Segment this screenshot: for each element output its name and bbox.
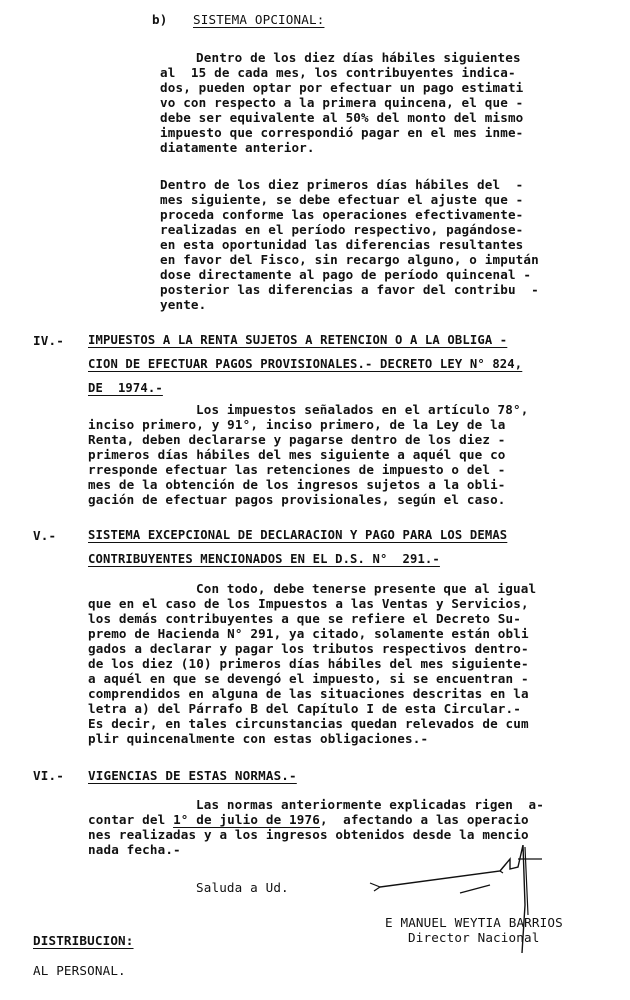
section-v-title-line: CONTRIBUYENTES MENCIONADOS EN EL D.S. N° 291.-	[88, 552, 440, 566]
section-v-label: V.-	[33, 528, 57, 543]
text-line: Dentro de los diez días hábiles siguientes	[196, 50, 521, 65]
text-line: mes siguiente, se debe efectuar el ajuste que -	[160, 192, 524, 207]
text-line: dose directamente al pago de período quincenal -	[160, 267, 532, 282]
text-line: vo con respecto a la primera quincena, el que -	[160, 95, 524, 110]
section-vi-label: VI.-	[33, 768, 64, 783]
text-line: nes realizadas y a los ingresos obtenidos desde la mencio	[88, 827, 529, 842]
closing-greeting: Saluda a Ud.	[196, 880, 289, 895]
text-line: los demás contribuyentes a que se refiere el Decreto Su-	[88, 611, 521, 626]
effective-date: 1° de julio de 1976	[173, 812, 320, 827]
section-iv-title-line: DE 1974.-	[88, 381, 163, 395]
text-line: rresponde efectuar las retenciones de impuesto o del -	[88, 462, 506, 477]
text-line: gados a declarar y pagar los tributos respectivos dentro-	[88, 641, 529, 656]
text-line: yente.	[160, 297, 207, 312]
text-line: Renta, deben declararse y pagarse dentro de los diez -	[88, 432, 506, 447]
text-line: inciso primero, y 91°, inciso primero, de la Ley de la	[88, 417, 506, 432]
section-iv-title-line: CION DE EFECTUAR PAGOS PROVISIONALES.- DECRETO LEY N° 824,	[88, 357, 523, 371]
section-v-title-line: SISTEMA EXCEPCIONAL DE DECLARACION Y PAGO PARA LOS DEMAS	[88, 528, 508, 542]
section-iv-title-line: IMPUESTOS A LA RENTA SUJETOS A RETENCION O A LA OBLIGA -	[88, 333, 508, 347]
text-fragment: contar del	[88, 812, 174, 827]
text-line: dos, pueden optar por efectuar un pago estimati	[160, 80, 524, 95]
text-line: diatamente anterior.	[160, 140, 315, 155]
distribution-recipient: AL PERSONAL.	[33, 963, 126, 978]
text-line: realizadas en el período respectivo, pagándose-	[160, 222, 524, 237]
text-line	[88, 812, 529, 827]
text-line: letra a) del Párrafo B del Capítulo I de esta Circular.-	[88, 701, 521, 716]
text-line: al 15 de cada mes, los contribuyentes indica-	[160, 65, 516, 80]
text-line: posterior las diferencias a favor del contribu -	[160, 282, 539, 297]
text-line: comprendidos en alguna de las situaciones descritas en la	[88, 686, 529, 701]
text-line: Dentro de los diez primeros días hábiles del -	[160, 177, 524, 192]
text-line: Es decir, en tales circunstancias quedan relevados de cum	[88, 716, 529, 731]
text-line: debe ser equivalente al 50% del monto del mismo	[160, 110, 524, 125]
text-line: impuesto que correspondió pagar en el mes inme-	[160, 125, 524, 140]
section-iv-label: IV.-	[33, 333, 64, 348]
text-line: a aquél en que se devengó el impuesto, si se encuentran -	[88, 671, 529, 686]
text-line: Con todo, debe tenerse presente que al igual	[196, 581, 537, 596]
text-fragment: , afectando a las operacio	[319, 812, 529, 827]
section-b-title: SISTEMA OPCIONAL:	[193, 12, 325, 27]
text-line: nada fecha.-	[88, 842, 181, 857]
text-line: primeros días hábiles del mes siguiente a aquél que co	[88, 447, 506, 462]
text-line: mes de la obtención de los ingresos sujetos a la obli-	[88, 477, 506, 492]
text-line: en esta oportunidad las diferencias resultantes	[160, 237, 524, 252]
signer-name: E MANUEL WEYTIA BARRIOS	[385, 915, 563, 930]
text-line: Las normas anteriormente explicadas rigen a-	[196, 797, 544, 812]
text-line: de los diez (10) primeros días hábiles del mes siguiente-	[88, 656, 529, 671]
signer-title: Director Nacional	[408, 930, 540, 945]
text-line: premo de Hacienda N° 291, ya citado, solamente están obli	[88, 626, 529, 641]
distribution-title: DISTRIBUCION:	[33, 933, 134, 948]
text-line: Los impuestos señalados en el artículo 78°,	[196, 402, 529, 417]
text-line: plir quincenalmente con estas obligaciones.-	[88, 731, 429, 746]
text-line: que en el caso de los Impuestos a las Ventas y Servicios,	[88, 596, 529, 611]
section-vi-title: VIGENCIAS DE ESTAS NORMAS.-	[88, 768, 297, 783]
section-b-label: b)	[152, 12, 168, 27]
text-line: en favor del Fisco, sin recargo alguno, o impután	[160, 252, 539, 267]
text-line: gación de efectuar pagos provisionales, según el caso.	[88, 492, 506, 507]
text-line: proceda conforme las operaciones efectivamente-	[160, 207, 524, 222]
